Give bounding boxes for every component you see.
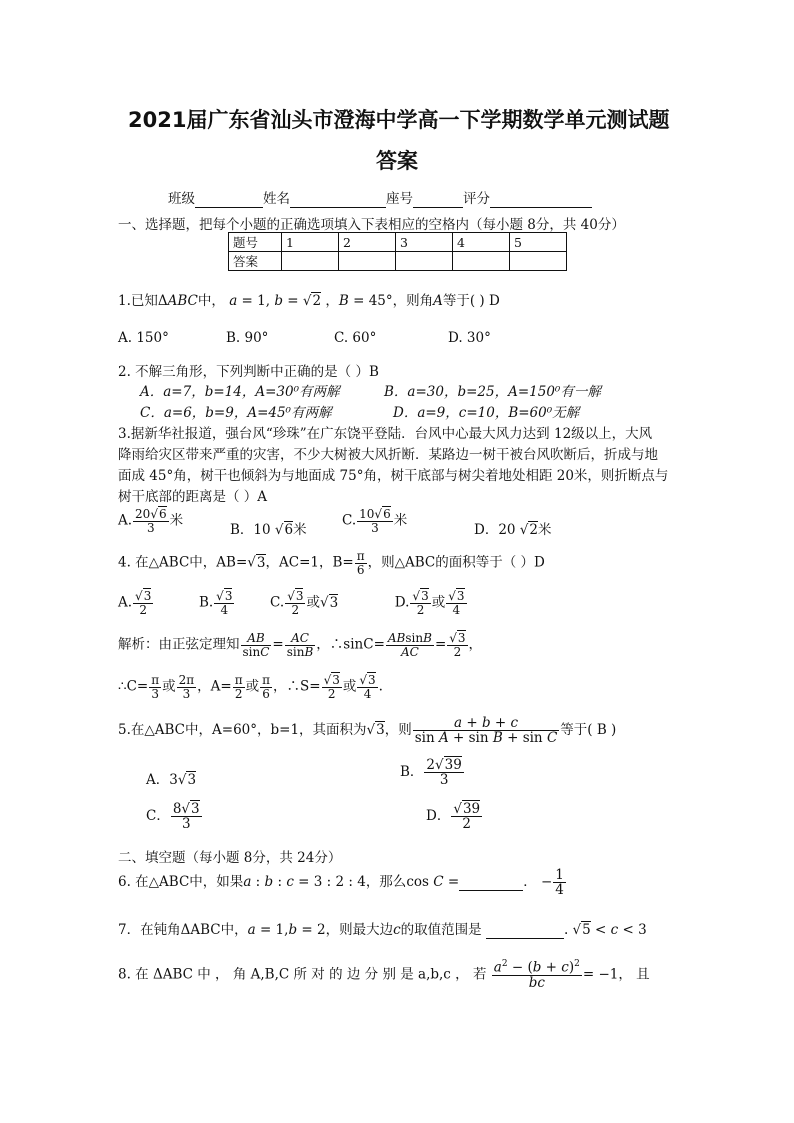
q2-option-a: A．a=7，b=14，A=30⁰有两解 <box>140 384 340 400</box>
q1-option-a: A. 150° <box>118 330 169 346</box>
section2-heading: 二、填空题（每小题 8分，共 24分） <box>118 850 342 866</box>
answer-cell[interactable] <box>453 252 510 271</box>
q3-option-d: D．20 √2米 <box>474 522 552 538</box>
q7-blank[interactable] <box>486 922 564 939</box>
q1-option-b: B. 90° <box>226 330 269 346</box>
answer-cell[interactable] <box>396 252 453 271</box>
question-3-line2: 降雨给灾区带来严重的灾害，不少大树被大风折断．某路边一树干被台风吹断后，折成与地 <box>118 447 658 463</box>
question-1: 1.已知ΔABC中， a = 1, b = √2 ，B = 45°，则角A等于( ) D <box>118 293 500 309</box>
q3-option-c: C. $\frac{10√6}{3}$ 米 <box>342 507 408 535</box>
doc-subtitle: 答案 <box>376 149 418 173</box>
q5-option-b: B． $\frac{2√39}{3}$ <box>400 757 462 789</box>
seat-blank[interactable] <box>413 191 463 208</box>
question-6: 6. 在△ABC中，如果a : b : c = 3 : 2 : 4，那么cos C = ． − $\frac{1}{4}$ <box>118 867 564 899</box>
table-row: 答案 <box>229 252 567 271</box>
doc-title: 2021届广东省汕头市澄海中学高一下学期数学单元测试题 <box>128 108 670 132</box>
q4-options: A. $\frac{√3}{2}$ B. $\frac{√3}{4}$ C. $\frac{√3}{2}$ 或√3 D. $\frac{√3}{2}$ 或 $\frac{√3}{4}$ <box>118 589 465 617</box>
q5-option-c: C． $\frac{8√3}{3}$ <box>146 801 200 833</box>
question-2: 2. 不解三角形，下列判断中正确的是（ ）B <box>118 364 379 380</box>
class-blank[interactable] <box>195 191 263 208</box>
q4-solution-line2: ∴C= $\frac{\pi}{3}$ 或 $\frac{2\pi}{3}$ ，A= $\frac{\pi}{2}$ 或 $\frac{\pi}{6}$ ，∴S= $\frac{√3}{2}$ 或 $\frac{√3}{4}$ . <box>118 673 383 701</box>
answer-table <box>228 232 567 271</box>
question-5: 5.在△ABC中，A=60°，b=1，其面积为√3，则 $\frac{a + b + c}{\text{sin A + sin B + sin C}}$ 等于( B ) <box>118 715 617 747</box>
question-8: 8. 在 ΔABC 中 ， 角 A,B,C 所 对 的 边 分 别 是 a,b,c ， 若 $\frac{a^2 - (b + c)^2}{bc}$ = −1， 且 <box>118 959 650 991</box>
q1-option-d: D. 30° <box>448 330 491 346</box>
q6-blank[interactable] <box>459 874 523 891</box>
answer-cell[interactable] <box>282 252 339 271</box>
q4-solution-line1: 解析：由正弦定理知 $\frac{AB}{\sin C}$ = $\frac{AC}{\sin B}$ ，∴sinC= $\frac{ABsinB}{AC}$ = $\frac{√3}{2}$ ， <box>118 631 483 659</box>
answer-cell[interactable] <box>339 252 396 271</box>
score-blank[interactable] <box>490 191 592 208</box>
q5-option-a: A．3√3 <box>146 772 197 788</box>
q3-option-a: A. $\frac{20√6}{3}$ 米 <box>118 507 184 535</box>
q1-option-c: C. 60° <box>334 330 377 346</box>
answer-cell[interactable] <box>510 252 567 271</box>
section1-heading: 一、选择题，把每个小题的正确选项填入下表相应的空格内（每小题 8分，共 40分） <box>118 217 625 233</box>
question-3-line1: 3.据新华社报道，强台风“珍珠”在广东饶平登陆．台风中心最大风力达到 12级以上，大风 <box>118 426 653 442</box>
question-7: 7．在钝角ΔABC中，a = 1,b = 2，则最大边c的取值范围是 . √5 < c < 3 <box>118 922 647 938</box>
q5-option-d: D． $\frac{√39}{2}$ <box>426 801 481 833</box>
q3-option-b: B．10 √6米 <box>230 522 307 538</box>
question-3-line4: 树干底部的距离是（ ）A <box>118 489 268 505</box>
q2-option-b: B．a=30，b=25，A=150⁰有一解 <box>384 384 601 400</box>
question-3-line3: 面成 45°角，树干也倾斜为与地面成 75°角，树干底部与树尖着地处相距 20米，则折断点与 <box>118 468 669 484</box>
table-row: 题号 1 2 3 4 5 <box>229 233 567 252</box>
name-blank[interactable] <box>290 191 386 208</box>
question-4: 4. 在△ABC中，AB=√3，AC=1，B= $\frac{\pi}{6}$ ，则△ABC的面积等于（ ）D <box>118 549 545 577</box>
q2-option-d: D．a=9，c=10，B=60⁰无解 <box>393 405 580 421</box>
info-line: 班级 姓名 座号 评分 <box>168 187 592 208</box>
q2-option-c: C．a=6，b=9，A=45⁰有两解 <box>140 405 332 421</box>
